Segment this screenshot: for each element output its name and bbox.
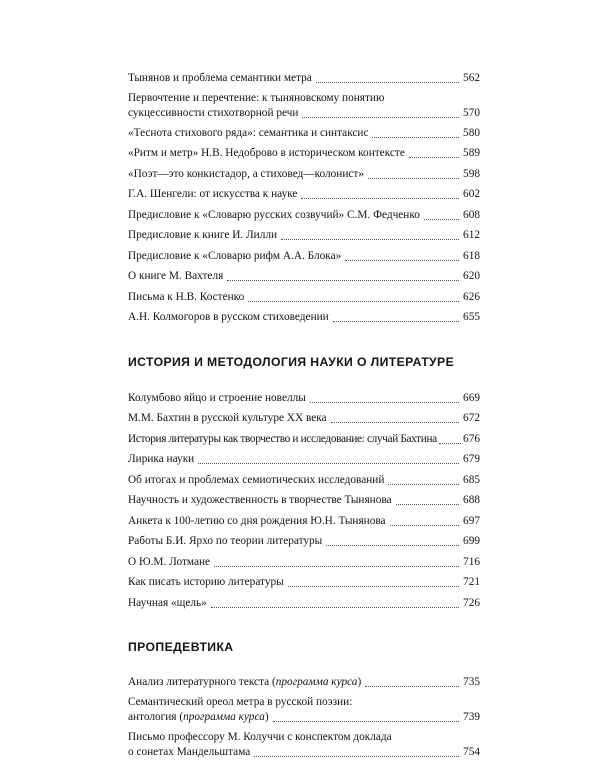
toc-entry [128, 575, 480, 590]
entry-title: сукцессивности стихотворной речи [128, 107, 299, 119]
entry-title: История литературы как творчество и исследование: случай Бахтина [128, 433, 437, 445]
entry-title: Предисловие к «Словарю рифм А.А. Блока» [128, 250, 342, 262]
toc-entry [128, 473, 480, 488]
dot-leader [424, 219, 459, 220]
dot-leader [211, 607, 459, 608]
entry-page: 739 [463, 711, 480, 723]
entry-page: 735 [463, 676, 480, 688]
dot-leader [214, 566, 459, 567]
entry-title: Как писать историю литературы [128, 576, 284, 588]
entry-title: Анализ литературного текста (программа курса) [128, 676, 362, 688]
toc-entry [128, 534, 480, 549]
entry-title: М.М. Бахтин в русской культуре XX века [128, 412, 327, 424]
toc-entry [128, 730, 480, 758]
entry-page: 580 [463, 127, 480, 139]
entry-note: программа курса [275, 676, 358, 688]
dot-leader [254, 756, 459, 757]
toc-entry [128, 187, 480, 202]
entry-title: Анкета к 100-летию со дня рождения Ю.Н. Тынянова [128, 515, 386, 527]
dot-leader [390, 525, 459, 526]
dot-leader [326, 545, 459, 546]
entry-title: Научность и художественность в творчестве Тынянова [128, 494, 392, 506]
entry-page: 716 [463, 556, 480, 568]
entry-page: 570 [463, 107, 480, 119]
entry-title: А.Н. Колмогоров в русском стиховедении [128, 311, 329, 323]
dot-leader [198, 463, 459, 464]
toc-entry [128, 228, 480, 243]
dot-leader [288, 586, 459, 587]
entry-page: 589 [463, 147, 480, 159]
entry-title-text: Анализ литературного текста [128, 676, 270, 688]
entry-title: Лирика науки [128, 453, 195, 465]
dot-leader [301, 198, 459, 199]
dot-leader [310, 402, 459, 403]
entry-title: антология (программа курса) [128, 711, 269, 723]
entry-page: 754 [463, 746, 480, 758]
toc-entry [128, 71, 480, 86]
toc-entry [128, 126, 480, 141]
toc-entry [128, 514, 480, 529]
dot-leader [227, 280, 459, 281]
entry-page: 608 [463, 209, 480, 221]
entry-title-line1: Первочтение и перечтение: к тыняновскому понятию [128, 92, 385, 104]
dot-leader [273, 721, 459, 722]
dot-leader [333, 321, 459, 322]
entry-page: 726 [463, 597, 480, 609]
entry-page: 697 [463, 515, 480, 527]
dot-leader [368, 178, 459, 179]
dot-leader [248, 301, 459, 302]
entry-page: 655 [463, 311, 480, 323]
entry-title: Тынянов и проблема семантики метра [128, 72, 312, 84]
toc-entry [128, 675, 480, 690]
dot-leader [409, 157, 459, 158]
dot-leader [345, 260, 459, 261]
entry-page: 721 [463, 576, 480, 588]
dot-leader [281, 239, 459, 240]
entry-title: О Ю.М. Лотмане [128, 556, 211, 568]
toc-entry [128, 555, 480, 570]
entry-title: «Теснота стихового ряда»: семантика и синтаксис [128, 127, 369, 139]
dot-leader [302, 117, 459, 118]
toc-entry [128, 695, 480, 725]
section-heading: ИСТОРИЯ И МЕТОДОЛОГИЯ НАУКИ О ЛИТЕРАТУРЕ [128, 355, 455, 369]
section-heading: ПРОПЕДЕВТИКА [128, 640, 234, 654]
entry-page: 679 [463, 453, 480, 465]
entry-title-line1: Семантический ореол метра в русской поэзии: [128, 696, 353, 708]
toc-entry [128, 249, 480, 264]
toc-entry [128, 596, 480, 611]
entry-page: 685 [463, 474, 480, 486]
entry-note: программа курса [183, 711, 265, 723]
dot-leader [331, 422, 459, 423]
entry-page: 626 [463, 291, 480, 303]
entry-page: 618 [463, 250, 480, 262]
dot-leader [396, 504, 459, 505]
entry-page: 672 [463, 412, 480, 424]
entry-page: 699 [463, 535, 480, 547]
dot-leader [388, 484, 459, 485]
entry-page: 669 [463, 392, 480, 404]
toc-entry [128, 290, 480, 305]
entry-page: 620 [463, 270, 480, 282]
toc-entry [128, 391, 480, 406]
entry-title: Колумбово яйцо и строение новеллы [128, 392, 306, 404]
dot-leader [439, 443, 461, 444]
entry-title: Предисловие к книге И. Лилли [128, 229, 278, 241]
entry-title: о сонетах Мандельштама [128, 746, 251, 758]
toc-entry [128, 411, 480, 426]
toc-entry [128, 310, 480, 325]
dot-leader [365, 686, 459, 687]
entry-title: Научная «щель» [128, 597, 207, 609]
toc-entry [128, 493, 480, 508]
entry-title: «Ритм и метр» Н.В. Недоброво в историческом контексте [128, 147, 405, 159]
entry-title: О книге М. Вахтеля [128, 270, 224, 282]
entry-title-line1: Письмо профессору М. Колуччи с конспектом доклада [128, 731, 392, 743]
toc-entry [128, 91, 480, 121]
entry-page: 598 [463, 168, 480, 180]
toc-entry [128, 432, 480, 447]
entry-title: Предисловие к «Словарю русских созвучий» С.М. Федченко [128, 209, 420, 221]
entry-title-text: антология [128, 711, 177, 723]
entry-page: 676 [463, 433, 480, 445]
entry-title: Работы Б.И. Ярхо по теории литературы [128, 535, 323, 547]
entry-page: 612 [463, 229, 480, 241]
toc-entry [128, 452, 480, 467]
entry-page: 602 [463, 188, 480, 200]
toc-entry [128, 269, 480, 284]
entry-page: 688 [463, 494, 480, 506]
toc-entry [128, 146, 480, 161]
dot-leader [372, 137, 459, 138]
toc-entry [128, 208, 480, 223]
entry-page: 562 [463, 72, 480, 84]
entry-title: Письма к Н.В. Костенко [128, 291, 245, 303]
entry-title: Г.А. Шенгели: от искусства к науке [128, 188, 298, 200]
toc-entry [128, 167, 480, 182]
entry-title: «Поэт—это конкистадор, а стиховед—колонист» [128, 168, 364, 180]
entry-title: Об итогах и проблемах семиотических исследований [128, 474, 385, 486]
dot-leader [316, 82, 459, 83]
